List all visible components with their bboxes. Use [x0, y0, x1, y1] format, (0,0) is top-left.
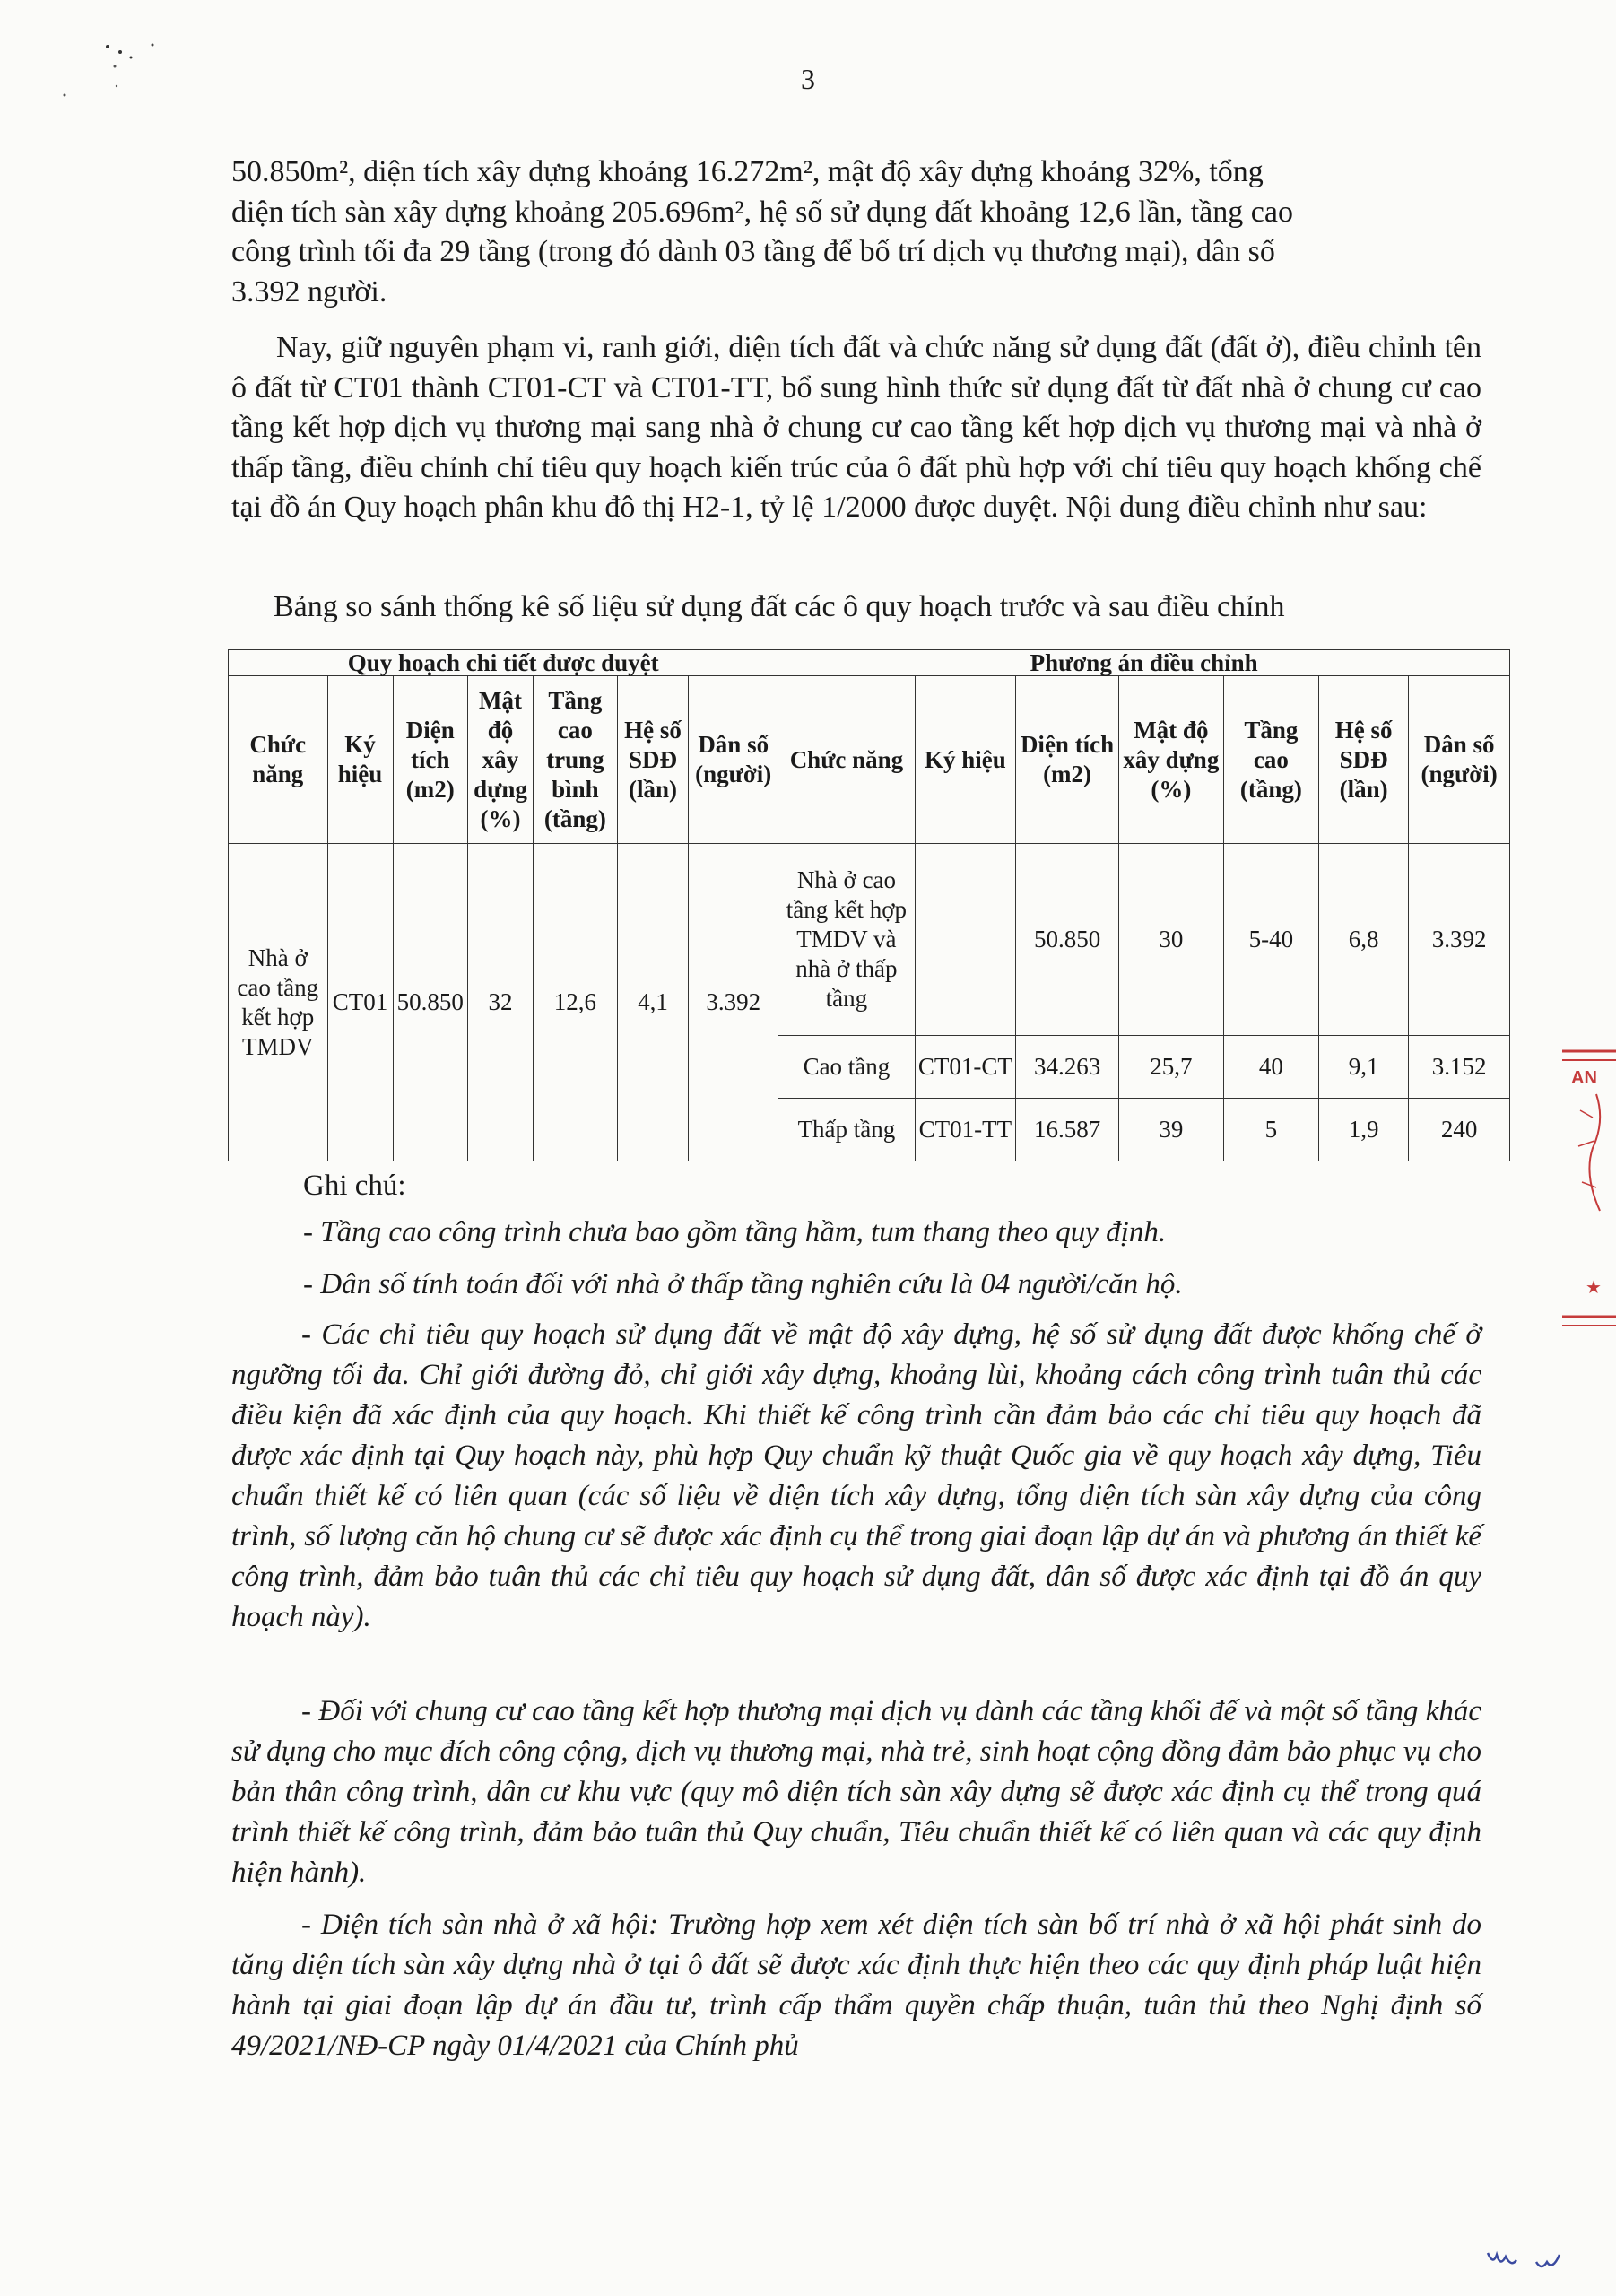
column-header: Mật độ xây dựng (%) — [467, 676, 533, 844]
comparison-table — [228, 649, 1510, 1161]
intro-line: công trình tối đa 29 tầng (trong đó dành 03 tầng để bố trí dịch vụ thương mại), dân số — [231, 235, 1275, 268]
group-approved-header: Quy hoạch chi tiết được duyệt — [229, 650, 778, 676]
table-cell: Nhà ở cao tầng kết hợp TMDV — [229, 844, 328, 1161]
table-cell: 5-40 — [1223, 844, 1318, 1036]
note-item: - Dân số tính toán đối với nhà ở thấp tầng nghiên cứu là 04 người/căn hộ. — [303, 1268, 1183, 1300]
column-header: Tầng cao (tầng) — [1223, 676, 1318, 844]
table-cell: 6,8 — [1319, 844, 1409, 1036]
column-header: Diện tích (m2) — [393, 676, 467, 844]
notes-title: Ghi chú: — [303, 1170, 406, 1202]
table-cell: 5 — [1223, 1099, 1318, 1161]
table-cell: Nhà ở cao tầng kết hợp TMDV và nhà ở thấp tầng — [778, 844, 915, 1036]
table-cell: Cao tầng — [778, 1036, 915, 1099]
group-adjusted-header: Phương án điều chỉnh — [778, 650, 1510, 676]
table-cell: 16.587 — [1016, 1099, 1119, 1161]
table-cell: 3.392 — [689, 844, 778, 1161]
column-header: Diện tích (m2) — [1016, 676, 1119, 844]
intro-line: 50.850m², diện tích xây dựng khoảng 16.272m², mật độ xây dựng khoảng 32%, tổng — [231, 155, 1264, 188]
svg-text:AN: AN — [1571, 1068, 1597, 1088]
column-header: Mật độ xây dựng (%) — [1118, 676, 1223, 844]
table-row — [229, 844, 1510, 1036]
intro-line: 3.392 người. — [231, 274, 387, 309]
table-cell: 32 — [467, 844, 533, 1161]
column-header: Chức năng — [778, 676, 915, 844]
table-cell: 240 — [1409, 1099, 1510, 1161]
column-header: Hệ số SDĐ (lần) — [1319, 676, 1409, 844]
red-seal-stamp — [1526, 1048, 1616, 1335]
page-number: 3 — [801, 63, 815, 95]
table-cell: 34.263 — [1016, 1036, 1119, 1099]
adjustment-paragraph: Nay, giữ nguyên phạm vi, ranh giới, diện tích đất và chức năng sử dụng đất (đất ở), điều chỉnh tên ô đất từ CT01 thành CT01-CT và CT01-TT, bổ sung hình thức sử dụng đất từ đất nhà ở chung cư cao tầng kết hợp dịch vụ thương mại sang nhà ở chung cư cao tầng kết hợp dịch vụ thương mại và nhà ở thấp tầng, điều chỉnh chỉ tiêu quy hoạch kiến trúc của ô đất phù hợp với chỉ tiêu quy hoạch khống chế tại đồ án Quy hoạch phân khu đô thị H2-1, tỷ lệ 1/2000 được duyệt. Nội dung điều chỉnh như sau: — [231, 331, 1481, 524]
table-caption: Bảng so sánh thống kê số liệu sử dụng đất các ô quy hoạch trước và sau điều chỉnh — [274, 590, 1285, 623]
table-cell: Thấp tầng — [778, 1099, 915, 1161]
table-cell: 4,1 — [617, 844, 688, 1161]
note-item: - Diện tích sàn nhà ở xã hội: Trường hợp xem xét diện tích sàn bố trí nhà ở xã hội phát sinh do tăng diện tích sàn xây dựng nhà ở tại ô đất sẽ được xác định thực hiện theo các quy định pháp luật hiện hành tại giai đoạn lập dự án đầu tư, trình cấp thẩm quyền chấp thuận, tuân thủ theo Nghị định số 49/2021/NĐ-CP ngày 01/4/2021 của Chính phủ — [231, 1909, 1481, 2062]
column-header: Tầng cao trung bình (tầng) — [533, 676, 617, 844]
svg-text:★: ★ — [1586, 1276, 1602, 1298]
table-cell: CT01-CT — [915, 1036, 1016, 1099]
table-cell: CT01-TT — [915, 1099, 1016, 1161]
table-cell: 25,7 — [1118, 1036, 1223, 1099]
table-cell: 50.850 — [1016, 844, 1119, 1036]
table-cell: 40 — [1223, 1036, 1318, 1099]
table-header-row — [229, 676, 1510, 844]
table-cell: 1,9 — [1319, 1099, 1409, 1161]
table-cell: 12,6 — [533, 844, 617, 1161]
table-cell: 9,1 — [1319, 1036, 1409, 1099]
note-item: - Đối với chung cư cao tầng kết hợp thương mại dịch vụ dành các tầng khối đế và một số tầng khác sử dụng cho mục đích công cộng, dịch vụ thương mại, nhà trẻ, sinh hoạt cộng đồng đảm bảo phục vụ cho bản thân công trình, dân cư khu vực (quy mô diện tích sàn xây dựng sẽ được xác định cụ thể trong quá trình thiết kế công trình, đảm bảo tuân thủ Quy chuẩn, Tiêu chuẩn thiết kế có liên quan và các quy định hiện hành). — [231, 1695, 1481, 1889]
table-cell: 30 — [1118, 844, 1223, 1036]
column-header: Ký hiệu — [915, 676, 1016, 844]
column-header: Hệ số SDĐ (lần) — [617, 676, 688, 844]
column-header: Ký hiệu — [327, 676, 393, 844]
table-cell: 3.392 — [1409, 844, 1510, 1036]
table-cell: 39 — [1118, 1099, 1223, 1161]
table-cell — [915, 844, 1016, 1036]
intro-paragraph — [231, 152, 1481, 312]
table-cell: 50.850 — [393, 844, 467, 1161]
initials-signature — [1484, 2242, 1583, 2278]
note-item: - Các chỉ tiêu quy hoạch sử dụng đất về mật độ xây dựng, hệ số sử dụng đất được khống chế ở ngưỡng tối đa. Chỉ giới đường đỏ, chỉ giới xây dựng, khoảng lùi, khoảng cách công trình tuân thủ các điều kiện đã xác định của quy hoạch. Khi thiết kế công trình cần đảm bảo các chỉ tiêu quy hoạch đã được xác định tại Quy hoạch này, phù hợp Quy chuẩn kỹ thuật Quốc gia về quy hoạch xây dựng, Tiêu chuẩn thiết kế có liên quan (các số liệu về diện tích xây dựng, tổng diện tích sàn xây dựng của công trình, số lượng căn hộ chung cư sẽ được xác định cụ thể trong giai đoạn lập dự án và phương án thiết kế công trình, đảm bảo tuân thủ các chỉ tiêu quy hoạch sử dụng đất, dân số được xác định tại đồ án quy hoạch này). — [231, 1318, 1481, 1633]
table-cell: CT01 — [327, 844, 393, 1161]
intro-line: diện tích sàn xây dựng khoảng 205.696m², hệ số sử dụng đất khoảng 12,6 lần, tầng cao — [231, 195, 1293, 229]
column-header: Dân số (người) — [689, 676, 778, 844]
column-header: Dân số (người) — [1409, 676, 1510, 844]
note-item: - Tầng cao công trình chưa bao gồm tầng hầm, tum thang theo quy định. — [303, 1216, 1167, 1248]
table-cell: 3.152 — [1409, 1036, 1510, 1099]
column-header: Chức năng — [229, 676, 328, 844]
